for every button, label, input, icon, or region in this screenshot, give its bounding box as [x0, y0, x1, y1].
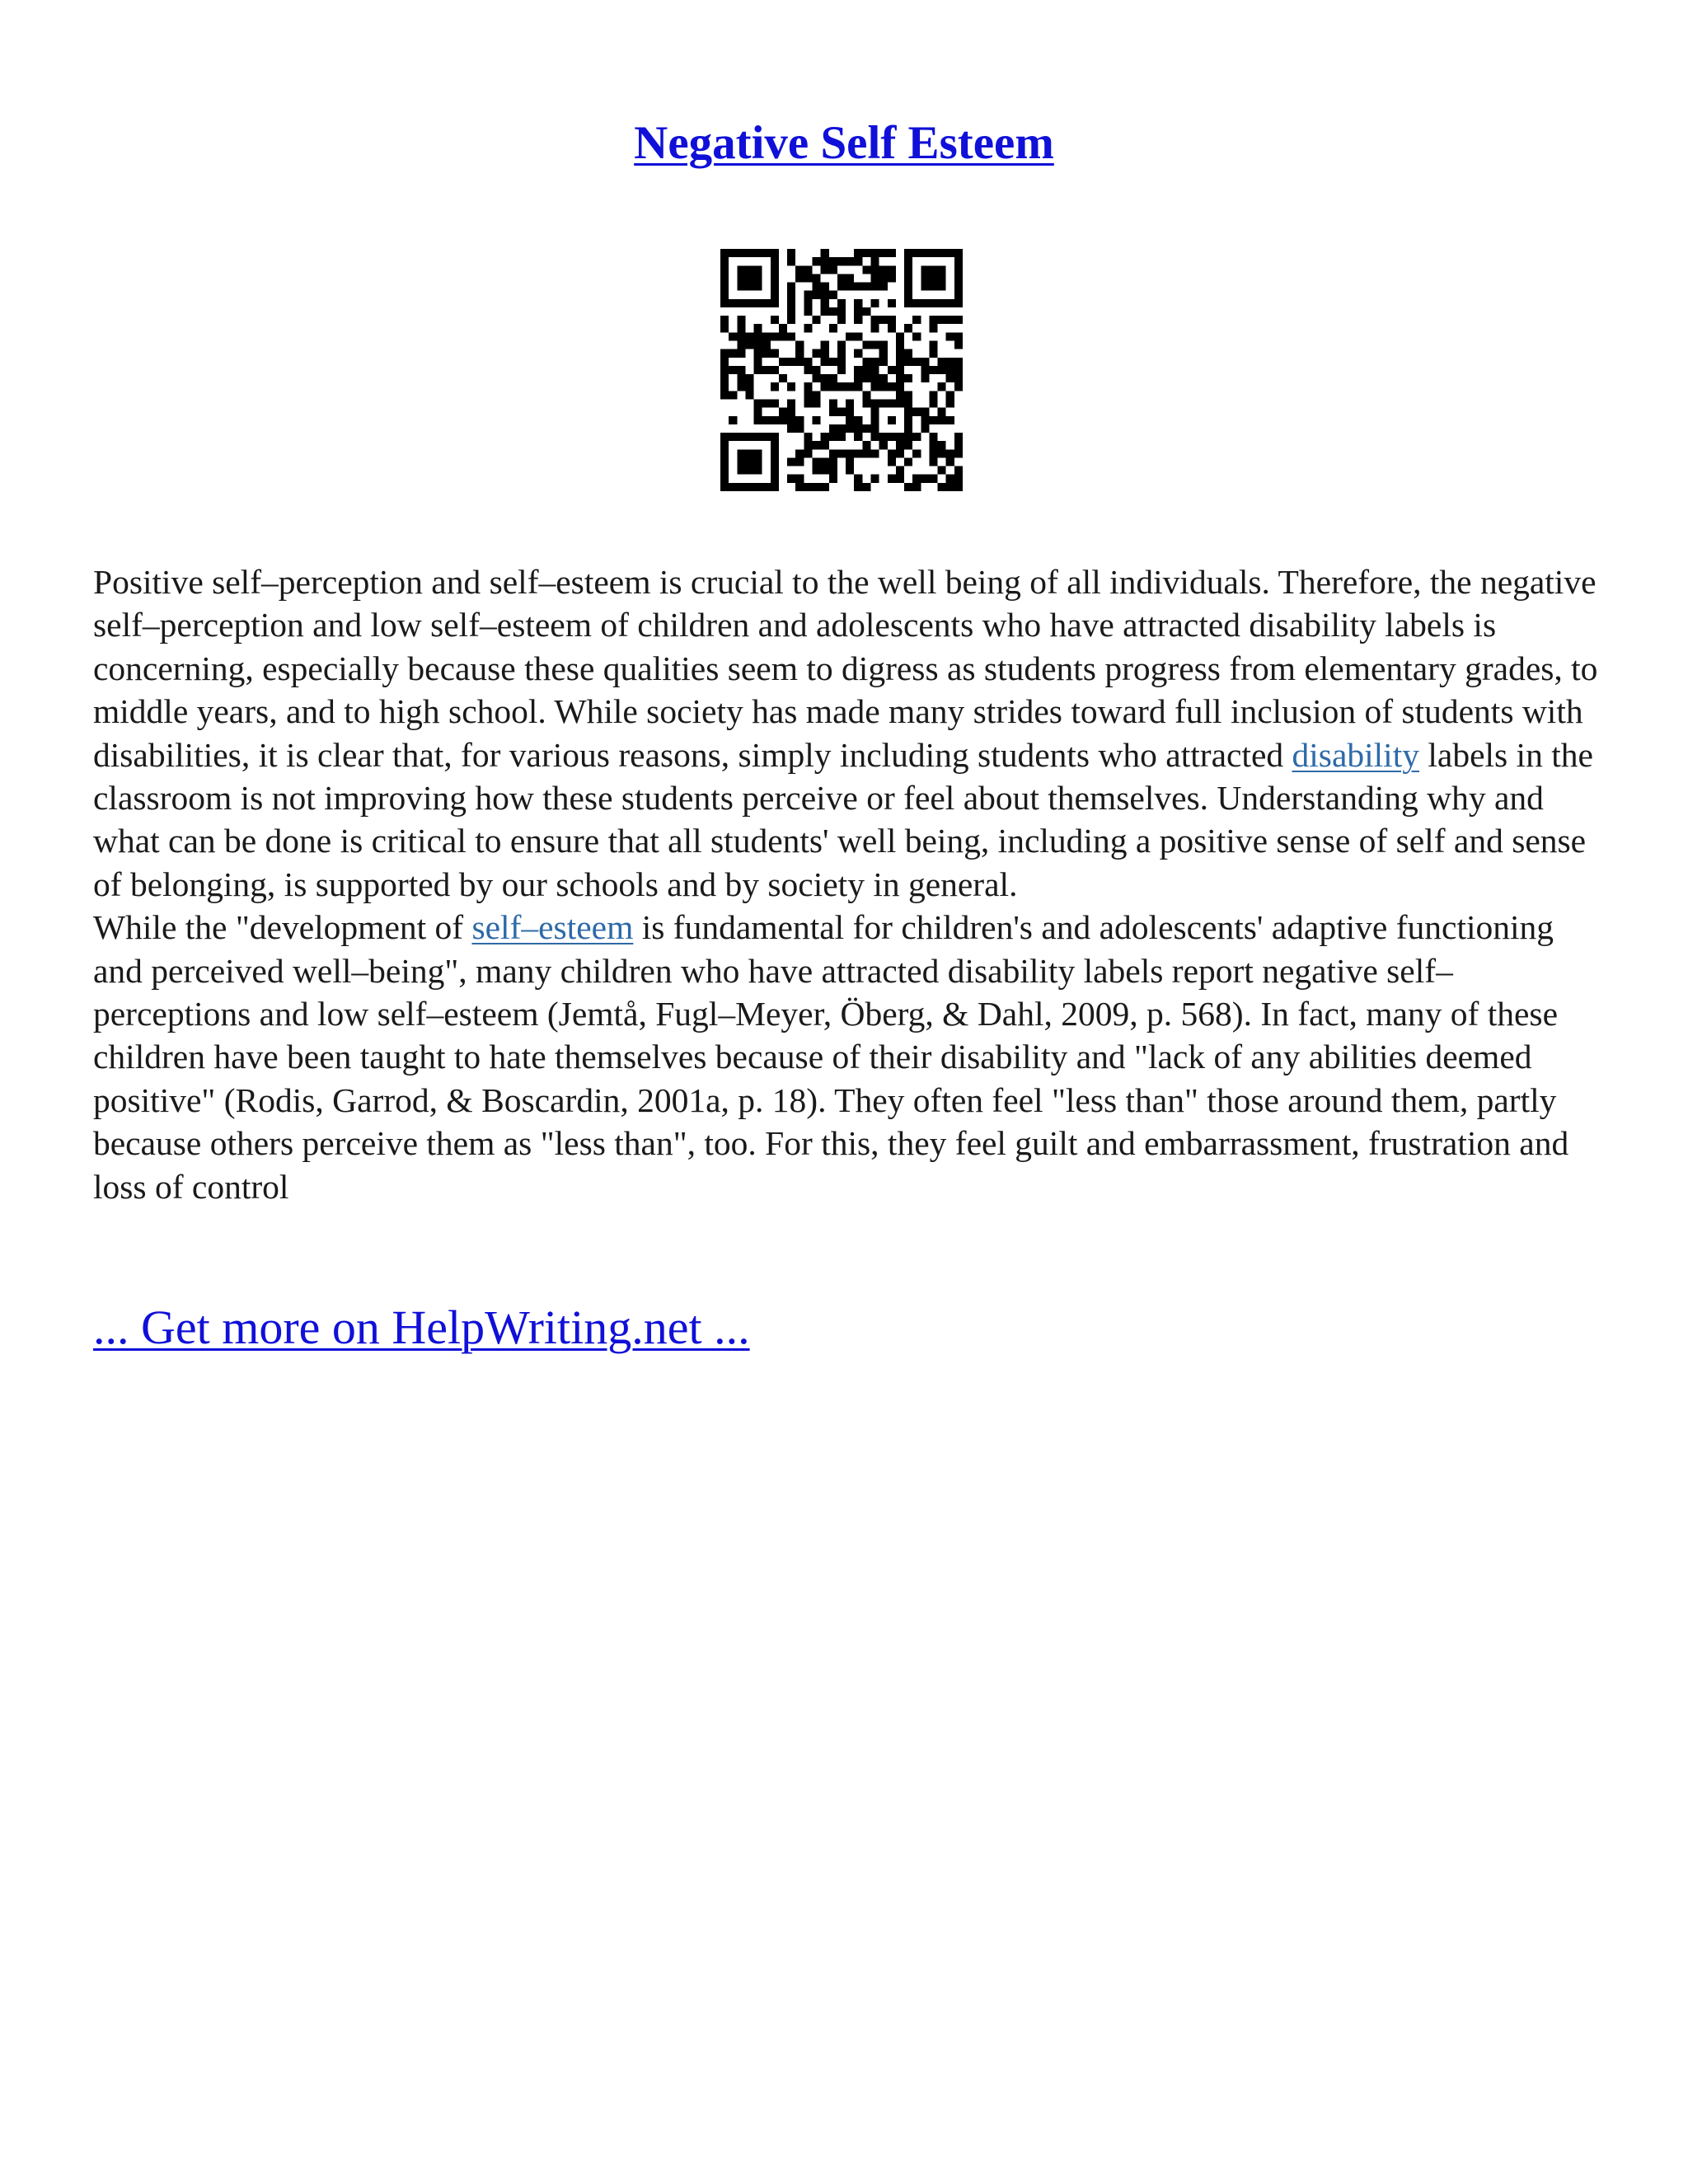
- disability-link[interactable]: disability: [1292, 735, 1419, 774]
- page-title: [0, 115, 1688, 171]
- title-link[interactable]: Negative Self Esteem: [634, 117, 1054, 169]
- paragraph-2: [93, 906, 1601, 1208]
- paragraph-2-text-end: is fundamental for children's and adolescents' adaptive functioning and perceived well–being", many children who have attracted disability labels report negative self–perceptions and low self–esteem (Jemtå, Fugl–Meyer, Öberg, & Dahl, 2009, p. 568). In fact, many of these children have been taught to hate themselves because of their disability and "lack of any abilities deemed positive" (Rodis, Garrod, & Boscardin, 2001a, p. 18). They often feel "less than" those around them, partly because others perceive them as "less than", too. For this, they feel guilt and embarrassment, frustration and loss of control: [93, 908, 1569, 1206]
- paragraph-2-text-start: While the "development of: [93, 908, 472, 947]
- paragraph-1: [93, 560, 1601, 906]
- self-esteem-link[interactable]: self–esteem: [471, 908, 634, 947]
- paragraph-1-text-end: labels in the classroom is not improving how these students perceive or feel about themselves. Understanding why and what can be done is critical to ensure that all students' well being, including a positive sense of self and sense of belonging, is supported by our schools and by society in general.: [93, 735, 1593, 903]
- paragraph-1-text-start: Positive self–perception and self–esteem is crucial to the well being of all individuals. Therefore, the negative self–perception and low self–esteem of children and adolescents who have attracted disability labels is concerning, especially because these qualities seem to digress as students progress from elementary grades, to middle years, and to high school. While society has made many strides toward full inclusion of students with disabilities, it is clear that, for various reasons, simply including students who attracted: [93, 563, 1598, 774]
- article-body: [93, 560, 1601, 1208]
- get-more-link[interactable]: ... Get more on HelpWriting.net ...: [93, 1301, 750, 1354]
- qr-code-icon: [720, 249, 963, 491]
